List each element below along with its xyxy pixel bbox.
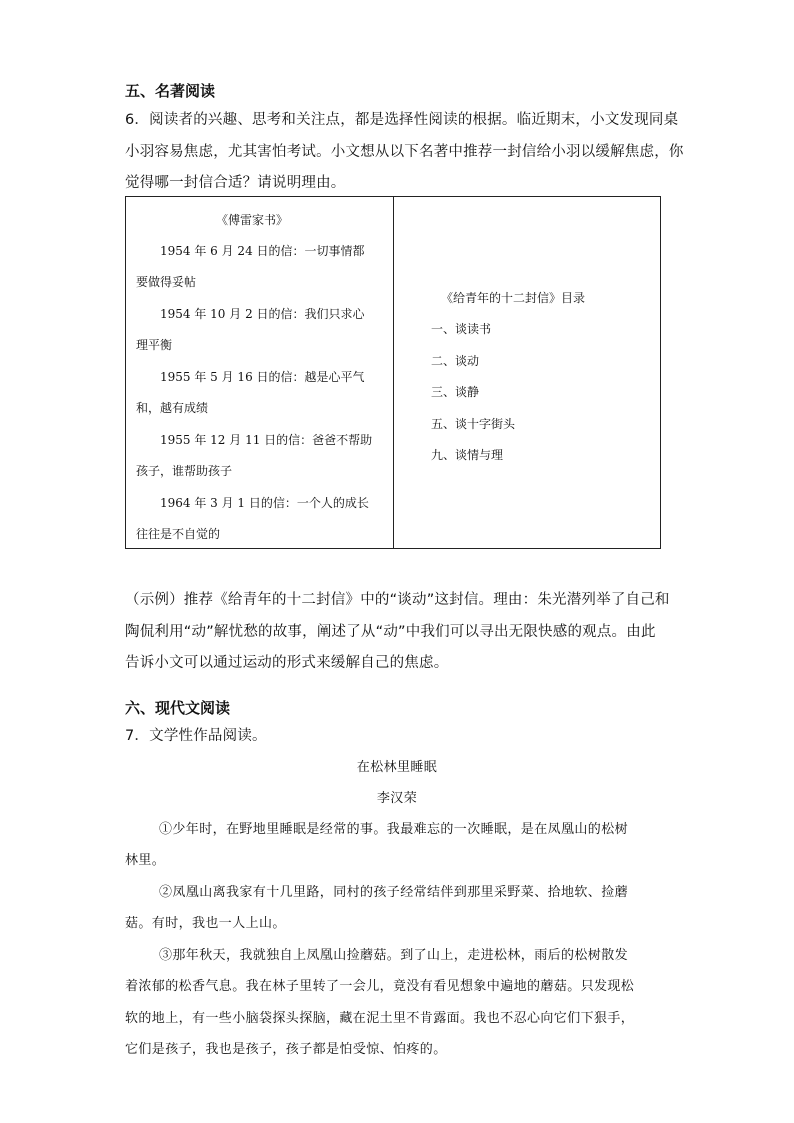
paragraph-line: ①少年时，在野地里睡眠是经常的事。我最难忘的一次睡眠，是在凤凰山的松树 [159, 822, 629, 837]
question-6-line-3: 觉得哪一封信合适？请说明理由。 [125, 175, 346, 191]
answer-line-1: （示例）推荐《给青年的十二封信》中的“谈动”这封信。理由：朱光潜列举了自己和 [125, 592, 670, 608]
twelve-letters-item: 五、谈十字街头 [431, 417, 516, 431]
fu-lei-line: 理平衡 [136, 338, 173, 352]
article-author: 李汉荣 [376, 791, 418, 806]
fu-lei-line: 1955 年 5 月 16 日的信：越是心平气 [160, 370, 365, 384]
paragraph-line: 菇。有时，我也一人上山。 [125, 916, 286, 931]
fu-lei-line: 1954 年 6 月 24 日的信：一切事情都 [160, 244, 365, 258]
fu-lei-line: 和，越有成绩 [136, 401, 209, 415]
fu-lei-line: 孩子，谁帮助孩子 [136, 464, 233, 478]
table-divider [393, 197, 394, 548]
twelve-letters-item: 三、谈静 [431, 385, 480, 399]
paragraph-line: 它们是孩子，我也是孩子，孩子都是怕受惊、怕疼的。 [125, 1042, 447, 1057]
paragraph-line: ②凤凰山离我家有十几里路，同村的孩子经常结伴到那里采野菜、拾地软、捡蘑 [159, 885, 629, 900]
paragraph-line: ③那年秋天，我就独自上凤凰山捡蘑菇。到了山上，走进松林，雨后的松树散发 [159, 948, 629, 963]
question-6-line-2: 小羽容易焦虑，尤其害怕考试。小文想从以下名著中推荐一封信给小羽以缓解焦虑，你 [125, 144, 684, 160]
twelve-letters-title: 《给青年的十二封信》目录 [441, 291, 586, 305]
fu-lei-title: 《傅雷家书》 [216, 213, 289, 227]
question-6-line-1: 6．阅读者的兴趣、思考和关注点，都是选择性阅读的根据。临近期末，小文发现同桌 [125, 112, 679, 128]
section-6-title: 六、现代文阅读 [125, 699, 231, 717]
fu-lei-line: 1954 年 10 月 2 日的信：我们只求心 [160, 307, 365, 321]
fu-lei-line: 1964 年 3 月 1 日的信：一个人的成长 [160, 496, 369, 510]
paragraph-line: 林里。 [125, 853, 166, 868]
paragraph-line: 着浓郁的松香气息。我在林子里转了一会儿，竟没有看见想象中遍地的蘑菇。只发现松 [125, 979, 635, 994]
twelve-letters-item: 二、谈动 [431, 354, 480, 368]
fu-lei-line: 往往是不自觉的 [136, 527, 221, 541]
paragraph-line: 软的地上，有一些小脑袋探头探脑，藏在泥土里不肯露面。我也不忍心向它们下狠手， [125, 1011, 635, 1026]
answer-line-3: 告诉小文可以通过运动的形式来缓解自己的焦虑。 [125, 655, 449, 671]
answer-line-2: 陶侃利用“动”解忧愁的故事，阐述了从“动”中我们可以寻出无限快感的观点。由此 [125, 624, 656, 640]
twelve-letters-item: 九、谈情与理 [431, 448, 504, 462]
fu-lei-line: 1955 年 12 月 11 日的信：爸爸不帮助 [160, 433, 373, 447]
letters-table [125, 196, 661, 549]
fu-lei-line: 要做得妥帖 [136, 275, 197, 289]
article-title: 在松林里睡眠 [356, 760, 438, 775]
twelve-letters-item: 一、谈读书 [431, 322, 492, 336]
section-5-title: 五、名著阅读 [125, 82, 216, 100]
question-7: 7．文学性作品阅读。 [125, 728, 267, 744]
